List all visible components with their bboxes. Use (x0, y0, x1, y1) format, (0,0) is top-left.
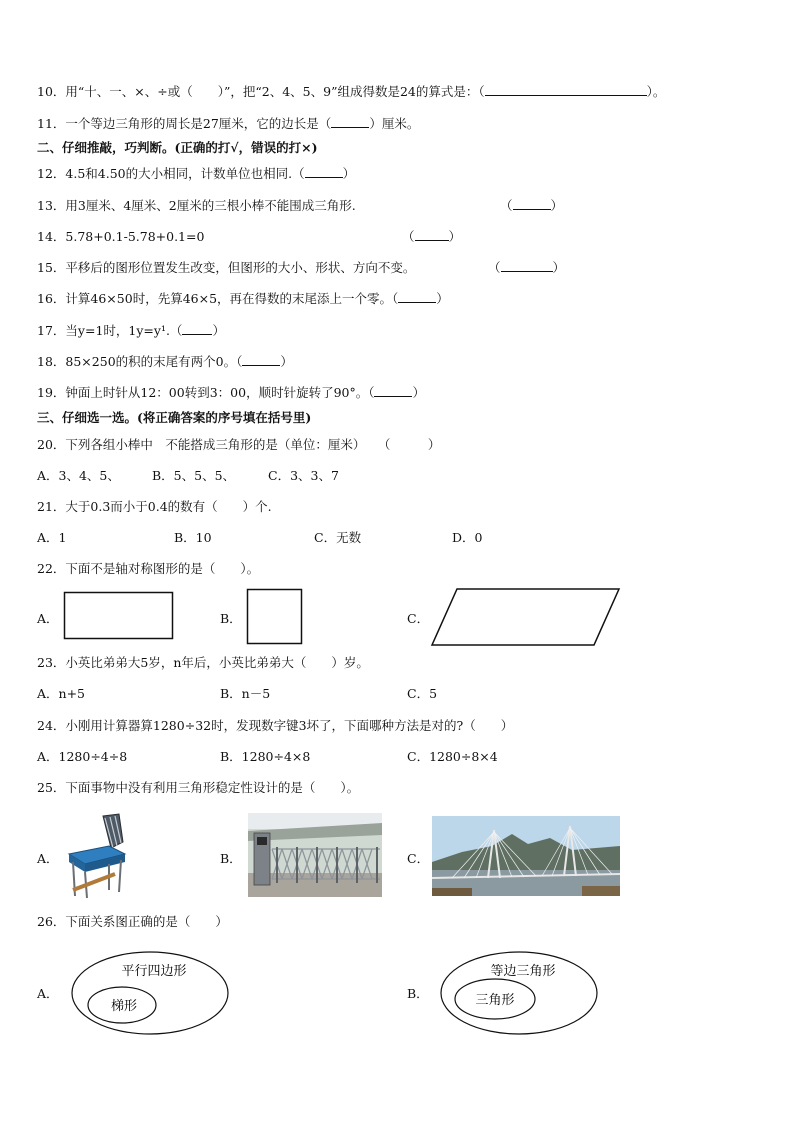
wide-rectangle-figure (63, 591, 175, 641)
answer-blank[interactable] (415, 229, 449, 241)
venn-a-outer-label: 平行四边形 (121, 964, 187, 979)
section-2-heading: 二、仔细推敲，巧判断。(正确的打√，错误的打×) (37, 140, 318, 155)
question-15-bracket: （ ） (488, 260, 566, 275)
answer-blank[interactable] (513, 198, 551, 210)
q24-option-b[interactable]: B．1280÷4×8 (220, 749, 311, 764)
q22-option-b[interactable]: B． (220, 611, 242, 626)
answer-blank[interactable] (305, 166, 343, 178)
venn-a-inner-label: 梯形 (110, 999, 138, 1014)
answer-blank[interactable] (182, 323, 212, 335)
answer-blank[interactable] (374, 385, 412, 397)
q20-option-a[interactable]: A．3、4、5、 (37, 468, 120, 483)
venn-diagram-a (70, 950, 230, 1036)
question-14: 14．5.78+0.1-5.78+0.1=0 (37, 229, 205, 244)
venn-b-outer-label: 等边三角形 (490, 964, 556, 979)
q23-option-a[interactable]: A．n+5 (37, 686, 86, 701)
q23-option-b[interactable]: B．n－5 (220, 686, 271, 701)
parallelogram-figure (430, 587, 622, 647)
question-14-bracket: （ ） (402, 229, 462, 244)
question-13-bracket: （ ） (500, 198, 564, 213)
question-15: 15．平移后的图形位置发生改变，但图形的大小、形状、方向不变。 (37, 260, 416, 275)
question-16: 16．计算46×50时，先算46×5，再在得数的末尾添上一个零。（ ） (37, 291, 449, 306)
question-21: 21．大于0.3而小于0.4的数有（ ）个. (37, 499, 272, 514)
answer-blank[interactable] (242, 354, 280, 366)
question-23: 23．小英比弟弟大5岁，n年后，小英比弟弟大（ ）岁。 (37, 655, 369, 670)
question-22: 22．下面不是轴对称图形的是（ ）。 (37, 561, 260, 576)
q22-option-a[interactable]: A． (37, 611, 59, 626)
retractable-gate-image (248, 813, 382, 897)
q23-option-c[interactable]: C．5 (407, 686, 438, 701)
section-3-heading: 三、仔细选一选。(将正确答案的序号填在括号里) (37, 410, 312, 425)
chair-image (63, 812, 133, 900)
question-11: 11．一个等边三角形的周长是27厘米，它的边长是（ ）厘米。 (37, 116, 420, 131)
question-20: 20．下列各组小棒中 不能搭成三角形的是（单位：厘米） （ ） (37, 437, 441, 452)
answer-blank[interactable] (485, 84, 647, 96)
q21-option-c[interactable]: C．无数 (314, 530, 362, 545)
q25-option-a[interactable]: A． (37, 851, 59, 866)
q20-option-c[interactable]: C．3、3、7 (268, 468, 339, 483)
square-figure (246, 588, 304, 646)
venn-b-inner-label: 三角形 (475, 993, 515, 1008)
answer-blank[interactable] (331, 116, 369, 128)
answer-blank[interactable] (398, 291, 436, 303)
question-25: 25．下面事物中没有利用三角形稳定性设计的是（ ）。 (37, 780, 360, 795)
q25-option-b[interactable]: B． (220, 851, 242, 866)
q25-option-c[interactable]: C． (407, 851, 430, 866)
question-12: 12．4.5和4.50的大小相同，计数单位也相同.（ ） (37, 166, 356, 181)
q21-option-a[interactable]: A．1 (37, 530, 67, 545)
q26-option-b[interactable]: B． (407, 986, 429, 1001)
question-13: 13．用3厘米、4厘米、2厘米的三根小棒不能围成三角形. (37, 198, 356, 213)
question-10: 10．用“十、一、×、÷或（ ）”，把“2、4、5、9”组成得数是24的算式是：（ ）。 (37, 84, 666, 99)
answer-blank[interactable] (501, 260, 553, 272)
q24-option-c[interactable]: C．1280÷8×4 (407, 749, 498, 764)
q21-option-b[interactable]: B．10 (174, 530, 212, 545)
q20-option-b[interactable]: B．5、5、5、 (152, 468, 236, 483)
q21-option-d[interactable]: D．0 (452, 530, 483, 545)
question-18: 18．85×250的积的末尾有两个0。（ ） (37, 354, 293, 369)
q24-option-a[interactable]: A．1280÷4÷8 (37, 749, 128, 764)
question-17: 17．当y=1时，1y=y¹.（ ） (37, 323, 225, 338)
question-26: 26．下面关系图正确的是（ ） (37, 914, 228, 929)
cable-stayed-bridge-image (432, 816, 620, 896)
q22-option-c[interactable]: C． (407, 611, 430, 626)
question-19: 19．钟面上时针从12：00转到3：00，顺时针旋转了90°。（ ） (37, 385, 425, 400)
q26-option-a[interactable]: A． (37, 986, 59, 1001)
venn-diagram-b (439, 950, 599, 1036)
question-24: 24．小刚用计算器算1280÷32时，发现数字键3坏了，下面哪种方法是对的?（ ） (37, 718, 514, 733)
